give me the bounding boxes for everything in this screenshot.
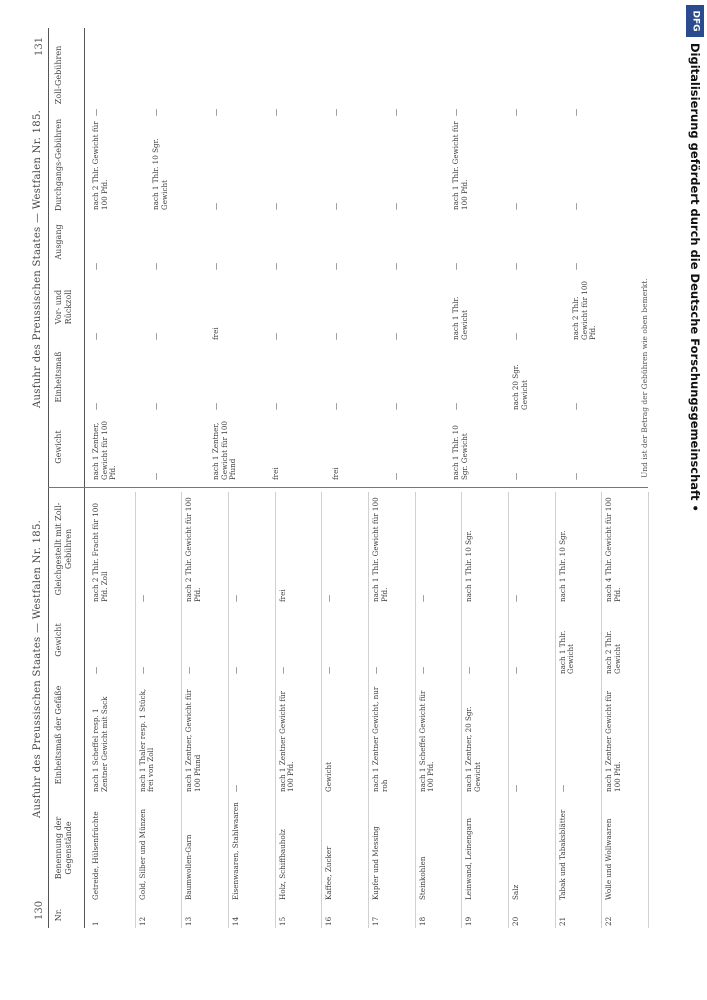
right-cell-transit: nach 1 Thlr. 10 Sgr. Gewicht xyxy=(151,138,169,210)
left-cell-name: Tabak und Tabaksblätter xyxy=(557,809,567,900)
left-cell-name: Holz, Schiffbauholz xyxy=(277,829,287,900)
left-cell-unit: Gewicht xyxy=(324,762,334,792)
right-cell-weight: nach 1 Thlr. 10 Sgr. Gewicht xyxy=(451,425,469,480)
left-cell-rate: — xyxy=(324,594,334,602)
left-cell-unit: nach 1 Scheffel resp. 1 Zentner Gewicht mit Sack xyxy=(91,696,109,792)
right-cell-duty: — xyxy=(331,332,340,340)
right-cell-transit: — xyxy=(211,202,220,210)
dfg-credit xyxy=(686,43,704,963)
right-cell-exit: — xyxy=(91,262,100,270)
left-cell-weight: — xyxy=(417,666,427,674)
scanned-sheet xyxy=(28,28,668,928)
right-cell-duty: — xyxy=(151,332,160,340)
right-column-header: Vor- und Rückzoll xyxy=(54,289,73,325)
right-cell-exit: — xyxy=(391,262,400,270)
right-cell-duty: frei xyxy=(211,327,220,340)
left-cell-no: 19 xyxy=(464,916,474,926)
left-cell-unit: nach 1 Zentner Gewicht für 100 Pfd. xyxy=(277,690,296,792)
left-cell-name: Steinkohlen xyxy=(417,856,427,900)
right-cell-unit: — xyxy=(571,402,580,410)
left-cell-rate: — xyxy=(231,594,240,602)
left-cell-no: 15 xyxy=(277,916,287,926)
right-cell-weight: frei xyxy=(271,467,280,480)
right-cell-exit: — xyxy=(511,262,520,270)
right-cell-unit: — xyxy=(271,402,280,410)
right-cell-unit: — xyxy=(331,402,340,410)
left-cell-rate: nach 1 Thlr. Gewicht für 100 Pfd. xyxy=(371,497,389,602)
right-cell-fee: — xyxy=(511,108,520,116)
left-cell-weight: — xyxy=(324,666,334,674)
left-cell-rate: nach 1 Thlr. 10 Sgr. xyxy=(464,530,474,602)
left-row-divider xyxy=(181,492,182,928)
left-row-divider xyxy=(368,492,369,928)
left-cell-weight: — xyxy=(511,666,520,674)
right-cell-weight: — xyxy=(151,472,160,480)
left-cell-unit: nach 1 Thaler resp. 1 Stück, frei von Zoll xyxy=(137,688,156,792)
left-cell-rate: nach 4 Thlr. Gewicht für 100 Pfd. xyxy=(604,497,622,602)
left-cell-unit: nach 1 Zentner, Gewicht für 100 Pfund xyxy=(184,689,202,792)
left-cell-name: Leinwand, Leinengarn xyxy=(464,818,474,900)
right-cell-duty: — xyxy=(511,332,520,340)
right-cell-duty: — xyxy=(91,332,100,340)
right-cell-exit: — xyxy=(451,262,460,270)
left-column-header: Einheitsmaß der Gefäße xyxy=(54,685,63,785)
left-cell-unit: — xyxy=(557,784,567,792)
right-column-header: Ausgang xyxy=(54,224,63,260)
left-row-divider xyxy=(321,492,322,928)
right-cell-fee: — xyxy=(391,108,400,116)
right-cell-fee: — xyxy=(91,108,100,116)
right-cell-weight: frei xyxy=(331,467,340,480)
left-cell-no: 16 xyxy=(324,916,334,926)
left-cell-name: Getreide, Hülsenfrüchte xyxy=(91,811,100,900)
dfg-credit-text: Digitalisierung gefördert durch die Deutsche Forschungsgemeinschaft • xyxy=(688,43,702,512)
right-cell-unit: — xyxy=(451,402,460,410)
dfg-banner xyxy=(686,5,704,995)
right-cell-fee: — xyxy=(451,108,460,116)
table-top-rule xyxy=(48,28,49,928)
left-cell-rate: nach 1 Thlr. 10 Sgr. xyxy=(557,530,567,602)
dfg-logo xyxy=(686,5,704,37)
left-cell-rate: nach 2 Thlr. Gewicht für 100 Pfd. xyxy=(184,497,202,602)
left-column-header: Nr. xyxy=(54,908,63,922)
right-cell-transit: — xyxy=(511,202,520,210)
right-column-header: Durchgangs-Gebühren xyxy=(54,118,63,212)
left-cell-weight: nach 2 Thlr. Gewicht xyxy=(604,630,622,674)
left-cell-unit: nach 1 Zentner Gewicht, nur roh xyxy=(371,686,389,792)
left-cell-weight: — xyxy=(277,666,287,674)
left-page-title: Ausfuhr des Preussischen Staates — Westfalen Nr. 185. xyxy=(32,519,43,818)
left-cell-rate: — xyxy=(137,594,147,602)
right-cell-unit: nach 20 Sgr. Gewicht xyxy=(511,364,529,410)
page-gutter xyxy=(48,487,648,488)
left-cell-name: Kaffee, Zucker xyxy=(324,846,334,900)
right-cell-fee: — xyxy=(571,108,580,116)
left-cell-no: 21 xyxy=(557,916,567,926)
right-cell-unit: — xyxy=(91,402,100,410)
right-cell-fee: — xyxy=(211,108,220,116)
left-cell-name: Salz xyxy=(511,884,520,900)
left-column-header: Benennung der Gegenstände xyxy=(54,816,73,880)
left-row-divider xyxy=(508,492,509,928)
right-cell-exit: — xyxy=(151,262,160,270)
left-cell-no: 14 xyxy=(231,916,240,926)
left-cell-unit: nach 1 Scheffel Gewicht für 100 Pfd. xyxy=(417,690,436,792)
right-cell-fee: — xyxy=(271,108,280,116)
table-footnote: Und ist der Betrag der Gebühren wie oben bemerkt. xyxy=(640,278,649,478)
right-cell-exit: — xyxy=(211,262,220,270)
right-column-header: Zoll-Gebühren xyxy=(54,45,63,105)
left-cell-unit: — xyxy=(231,784,240,792)
right-cell-fee: — xyxy=(151,108,160,116)
left-cell-no: 20 xyxy=(511,916,520,926)
right-cell-weight: — xyxy=(571,472,580,480)
left-cell-weight: — xyxy=(137,666,147,674)
right-cell-unit: — xyxy=(151,402,160,410)
right-cell-unit: — xyxy=(211,402,220,410)
left-cell-weight: — xyxy=(91,666,100,674)
left-cell-weight: nach 1 Thlr. Gewicht xyxy=(557,630,576,674)
left-row-divider xyxy=(135,492,136,928)
right-page-number: 131 xyxy=(34,36,45,56)
left-cell-no: 22 xyxy=(604,916,614,926)
left-row-divider xyxy=(601,492,602,928)
left-row-divider xyxy=(648,492,649,928)
left-cell-no: 13 xyxy=(184,916,194,926)
left-cell-weight: — xyxy=(231,666,240,674)
right-cell-duty: nach 2 Thlr. Gewicht für 100 Pfd. xyxy=(571,280,597,340)
right-cell-transit: nach 1 Thlr. Gewicht für 100 Pfd. xyxy=(451,121,469,210)
right-cell-transit: — xyxy=(391,202,400,210)
right-cell-duty: — xyxy=(391,332,400,340)
left-cell-rate: — xyxy=(511,594,520,602)
left-cell-no: 17 xyxy=(371,916,380,926)
left-cell-rate: — xyxy=(417,594,427,602)
left-row-divider xyxy=(415,492,416,928)
right-cell-weight: — xyxy=(511,472,520,480)
dfg-logo-text: DFG xyxy=(690,10,701,32)
left-cell-unit: — xyxy=(511,784,520,792)
right-cell-fee: — xyxy=(331,108,340,116)
left-row-divider xyxy=(461,492,462,928)
left-cell-weight: — xyxy=(371,666,380,674)
right-page-title: Ausfuhr des Preussischen Staates — Westfalen Nr. 185. xyxy=(32,109,43,408)
table-header-rule xyxy=(84,28,85,928)
left-cell-name: Baumwollen-Garn xyxy=(184,834,194,900)
right-cell-exit: — xyxy=(271,262,280,270)
left-cell-name: Eisenwaaren, Stahlwaaren xyxy=(231,802,240,900)
left-cell-rate: frei xyxy=(277,589,287,602)
left-row-divider xyxy=(555,492,556,928)
left-cell-no: 1 xyxy=(91,921,100,926)
left-row-divider xyxy=(228,492,229,928)
right-cell-transit: — xyxy=(571,202,580,210)
right-cell-exit: — xyxy=(571,262,580,270)
left-column-header: Gewicht xyxy=(54,623,63,657)
left-cell-unit: nach 1 Zentner, 20 Sgr. Gewicht xyxy=(464,706,482,792)
right-cell-weight: — xyxy=(391,472,400,480)
left-column-header: Gleichgestellt mit Zoll-Gebühren xyxy=(54,502,73,596)
left-cell-weight: — xyxy=(464,666,474,674)
left-cell-name: Gold, Silber und Münzen xyxy=(137,808,147,900)
right-cell-weight: nach 1 Zentner, Gewicht für 100 Pfd. xyxy=(91,420,117,480)
left-cell-weight: — xyxy=(184,666,194,674)
right-cell-unit: — xyxy=(391,402,400,410)
right-cell-transit: — xyxy=(271,202,280,210)
right-cell-weight: nach 1 Zentner, Gewicht für 100 Pfund xyxy=(211,420,237,480)
left-row-divider xyxy=(275,492,276,928)
left-cell-unit: nach 1 Zentner Gewicht für 100 Pfd. xyxy=(604,690,622,792)
left-cell-rate: nach 2 Thlr. Fracht für 100 Pfd. Zoll xyxy=(91,503,109,602)
right-column-header: Gewicht xyxy=(54,430,63,464)
left-cell-name: Kupfer und Messing xyxy=(371,826,380,900)
right-cell-duty: — xyxy=(271,332,280,340)
right-cell-exit: — xyxy=(331,262,340,270)
left-cell-no: 18 xyxy=(417,916,427,926)
right-column-header: Einheitsmaß xyxy=(54,351,63,403)
right-cell-transit: nach 2 Thlr. Gewicht für 100 Pfd. xyxy=(91,121,109,210)
right-cell-transit: — xyxy=(331,202,340,210)
right-cell-duty: nach 1 Thlr. Gewicht xyxy=(451,296,469,340)
left-cell-no: 12 xyxy=(137,916,147,926)
left-page-number: 130 xyxy=(34,900,45,920)
left-cell-name: Wolle und Wollwaaren xyxy=(604,818,614,900)
